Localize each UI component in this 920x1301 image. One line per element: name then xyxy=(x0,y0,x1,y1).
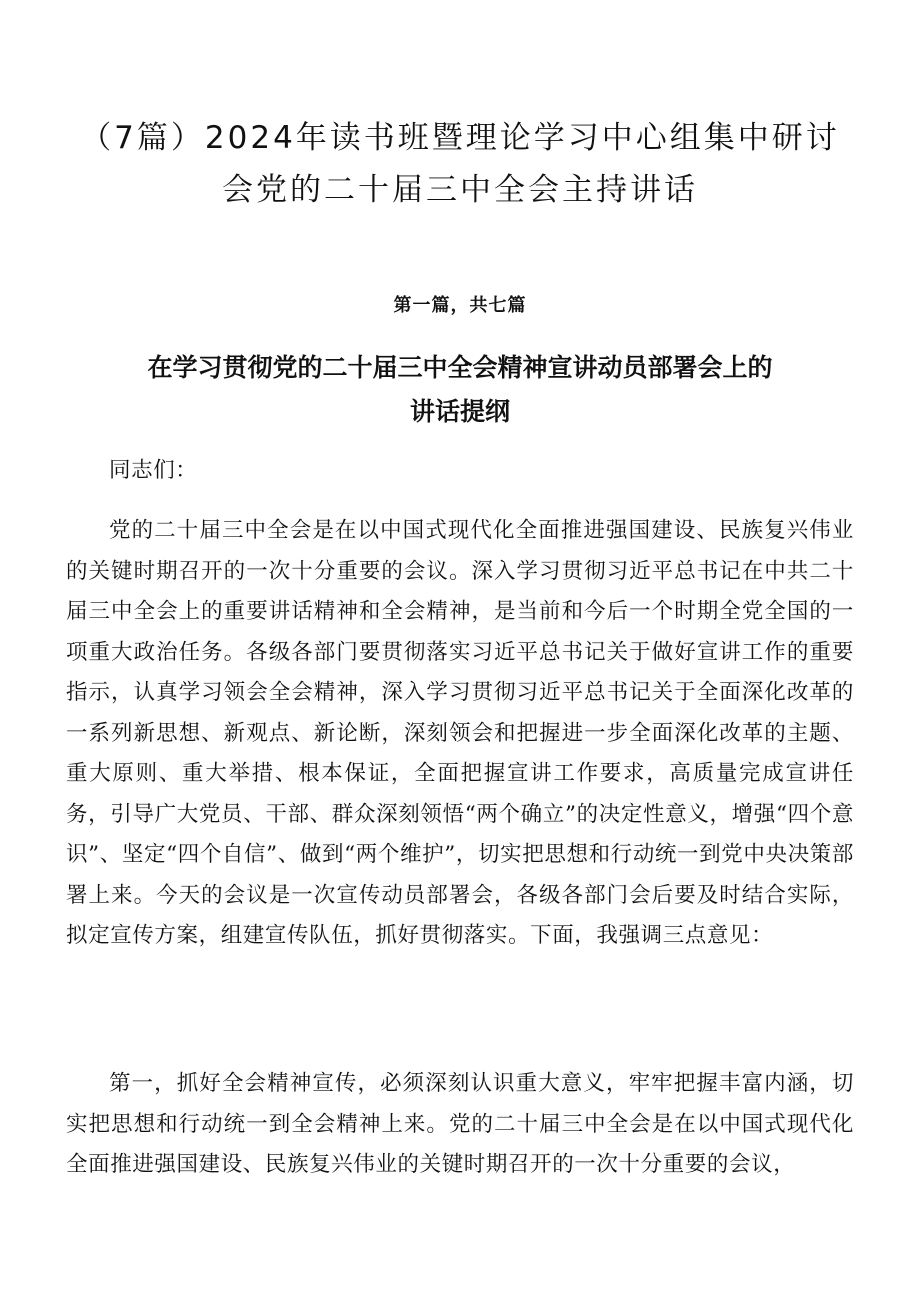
section-title xyxy=(100,346,820,434)
document-title-line-2: 会党的二十届三中全会主持讲话 xyxy=(222,172,698,208)
document-title xyxy=(60,112,860,216)
section-title-line-2: 讲话提纲 xyxy=(409,397,510,426)
body-paragraph: 第一，抓好全会精神宣传，必须深刻认识重大意义，牢牢把握丰富内涵，切实把思想和行动统一到全会精神上来。党的二十届三中全会是在以中国式现代化全面推进强国建设、民族复兴伟业的关键时期召开的一次十分重要的会议， xyxy=(66,1071,854,1177)
salutation: 同志们： xyxy=(109,458,198,483)
document-title-line-1: （7篇）2024年读书班暨理论学习中心组集中研讨 xyxy=(80,120,840,156)
body-paragraph: 党的二十届三中全会是在以中国式现代化全面推进强国建设、民族复兴伟业的关键时期召开的一次十分重要的会议。深入学习贯彻习近平总书记在中共二十届三中全会上的重要讲话精神和全会精神，是当前和今后一个时期全党全国的一项重大政治任务。各级各部门要贯彻落实习近平总书记关于做好宣讲工作的重要指示，认真学习领会全会精神，深入学习贯彻习近平总书记关于全面深化改革的一系列新思想、新观点、新论断，深刻领会和把握进一步全面深化改革的主题、重大原则、重大举措、根本保证，全面把握宣讲工作要求，高质量完成宣讲任务，引导广大党员、干部、群众深刻领悟“两个确立”的决定性意义，增强“四个意识”、坚定“四个自信”、做到“两个维护”，切实把思想和行动统一到党中央决策部署上来。今天的会议是一次宣传动员部署会，各级各部门会后要及时结合实际，拟定宣传方案，组建宣传队伍，抓好贯彻落实。下面，我强调三点意见： xyxy=(66,518,854,948)
section-label: 第一篇，共七篇 xyxy=(393,295,527,316)
section-title-line-1: 在学习贯彻党的二十届三中全会精神宣讲动员部署会上的 xyxy=(147,353,773,382)
